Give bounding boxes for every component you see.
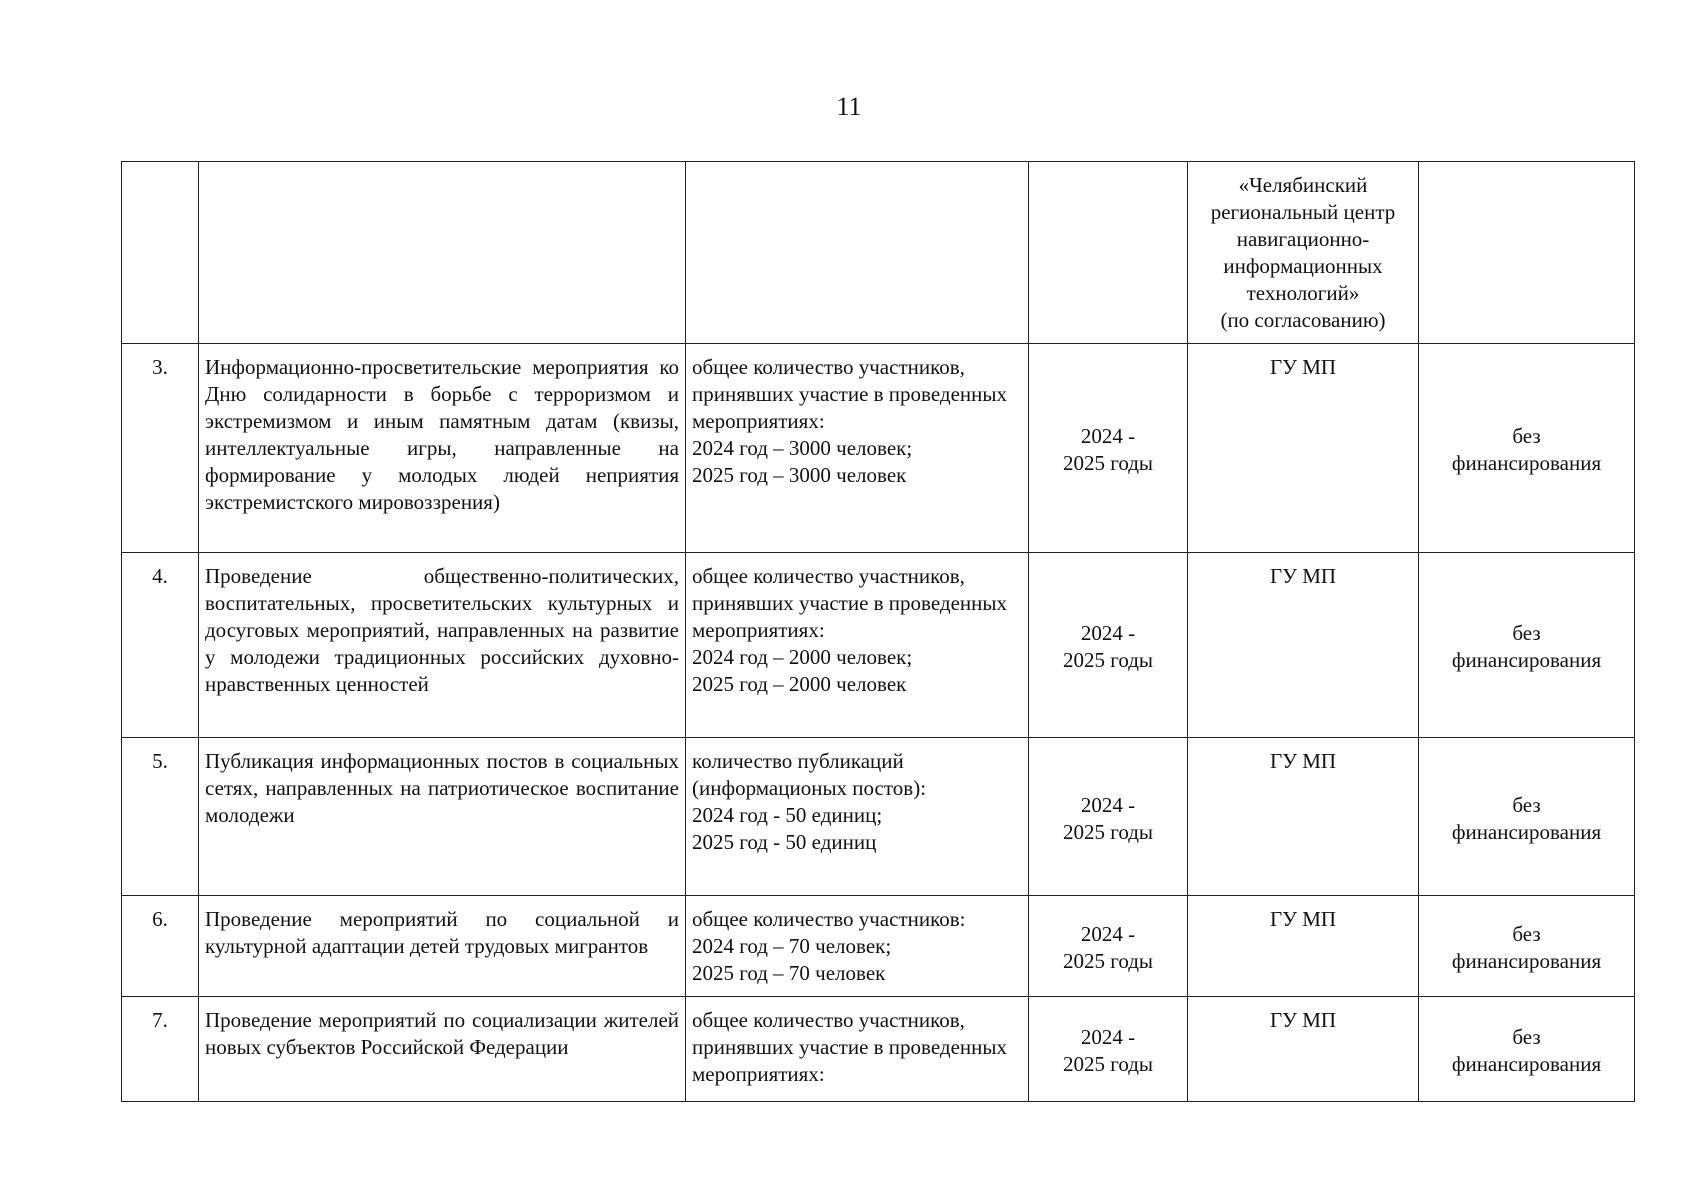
row-number: 7.	[122, 997, 199, 1102]
indicator-cell	[686, 162, 1029, 344]
period-line: 2024 -	[1080, 922, 1136, 946]
funding-line: финансирования	[1451, 819, 1602, 844]
activity-text: Публикация информационных постов в социальных сетях, направленных на патриотическое воспитание молодежи	[199, 738, 686, 896]
table-row	[122, 344, 1635, 553]
row-number: 3.	[122, 344, 199, 553]
executor-line: (по согласованию)	[1220, 308, 1386, 332]
row-number: 4.	[122, 553, 199, 738]
funding-line: без	[1512, 792, 1541, 817]
indicator-cell	[686, 738, 1029, 896]
num-cell	[122, 162, 199, 344]
executor-line: навигационно-	[1236, 227, 1370, 251]
period-line: 2024 -	[1080, 424, 1136, 448]
indicator-text: количество публикаций (информационых постов):	[692, 749, 927, 800]
indicator-line: 2025 год – 3000 человек	[692, 463, 907, 487]
funding-line: без	[1512, 1025, 1541, 1049]
period-line: 2024 -	[1080, 1025, 1136, 1049]
activity-cell	[199, 162, 686, 344]
activity-text: Проведение мероприятий по социальной и культурной адаптации детей трудовых мигрантов	[199, 896, 686, 997]
funding-line: финансирования	[1451, 648, 1602, 672]
activity-text: Информационно-просветительские мероприятия ко Дню солидарности в борьбе с терроризмом и экстремизмом и иным памятным датам (квизы, интеллектуальные игры, направленные на формирование у молодых людей неприятия экстремистского мировоззрения)	[199, 344, 686, 553]
executor-line: региональный центр	[1210, 200, 1396, 224]
indicator-line: 2025 год - 50 единиц	[692, 830, 877, 854]
indicator-cell	[686, 344, 1029, 553]
period-cell	[1029, 162, 1188, 344]
executor-text: ГУ МП	[1188, 997, 1419, 1102]
executor-text: ГУ МП	[1188, 738, 1419, 896]
funding-line: без	[1512, 424, 1541, 448]
indicator-cell	[686, 896, 1029, 997]
indicator-text: общее количество участников, принявших участие в проведенных мероприятиях:	[692, 1008, 1007, 1086]
executor-line: технологий»	[1246, 281, 1360, 305]
period-cell	[1029, 997, 1188, 1102]
indicator-cell	[686, 997, 1029, 1102]
executor-text: ГУ МП	[1188, 896, 1419, 997]
indicator-text: общее количество участников:	[692, 907, 966, 931]
indicator-line: 2025 год – 2000 человек	[692, 672, 907, 696]
indicator-line: 2024 год – 70 человек;	[692, 934, 892, 958]
executor-text: ГУ МП	[1188, 344, 1419, 553]
funding-line: финансирования	[1451, 451, 1602, 475]
period-line: 2024 -	[1080, 621, 1136, 645]
activity-text: Проведение общественно-политических, воспитательных, просветительских культурных и досуговых мероприятий, направленных на развитие у молодежи традиционных российских духовно-нравственных ценностей	[199, 553, 686, 738]
table-row	[122, 997, 1635, 1102]
row-number: 6.	[122, 896, 199, 997]
funding-cell	[1419, 553, 1635, 738]
table-row	[122, 162, 1635, 344]
period-cell	[1029, 344, 1188, 553]
table-row	[122, 896, 1635, 997]
period-line: 2025 годы	[1062, 949, 1154, 973]
indicator-text: общее количество участников, принявших участие в проведенных мероприятиях:	[692, 564, 1007, 642]
executor-text: ГУ МП	[1188, 553, 1419, 738]
funding-cell	[1419, 162, 1635, 344]
period-cell	[1029, 738, 1188, 896]
indicator-line: 2025 год – 70 человек	[692, 961, 886, 985]
row-number: 5.	[122, 738, 199, 896]
table-row	[122, 553, 1635, 738]
funding-cell	[1419, 896, 1635, 997]
period-cell	[1029, 553, 1188, 738]
indicator-line: 2024 год – 3000 человек;	[692, 436, 913, 460]
period-line: 2025 годы	[1062, 819, 1154, 844]
funding-line: без	[1512, 621, 1541, 645]
indicator-text: общее количество участников, принявших участие в проведенных мероприятиях:	[692, 355, 1007, 433]
funding-line: без	[1512, 922, 1541, 946]
funding-cell	[1419, 344, 1635, 553]
funding-cell	[1419, 738, 1635, 896]
period-line: 2024 -	[1080, 792, 1136, 817]
indicator-line: 2024 год – 2000 человек;	[692, 645, 913, 669]
table-row	[122, 738, 1635, 896]
period-line: 2025 годы	[1062, 451, 1154, 475]
indicator-cell	[686, 553, 1029, 738]
executor-line: информационных	[1223, 254, 1383, 278]
period-line: 2025 годы	[1062, 648, 1154, 672]
funding-cell	[1419, 997, 1635, 1102]
executor-line: «Челябинский	[1238, 173, 1368, 197]
funding-line: финансирования	[1451, 1052, 1602, 1076]
page-number: 11	[836, 92, 862, 121]
period-cell	[1029, 896, 1188, 997]
funding-line: финансирования	[1451, 949, 1602, 973]
period-line: 2025 годы	[1062, 1052, 1154, 1076]
indicator-line: 2024 год - 50 единиц;	[692, 803, 883, 827]
executor-cell	[1188, 162, 1419, 344]
activities-table	[121, 161, 1635, 1102]
activity-text: Проведение мероприятий по социализации жителей новых субъектов Российской Федерации	[199, 997, 686, 1102]
